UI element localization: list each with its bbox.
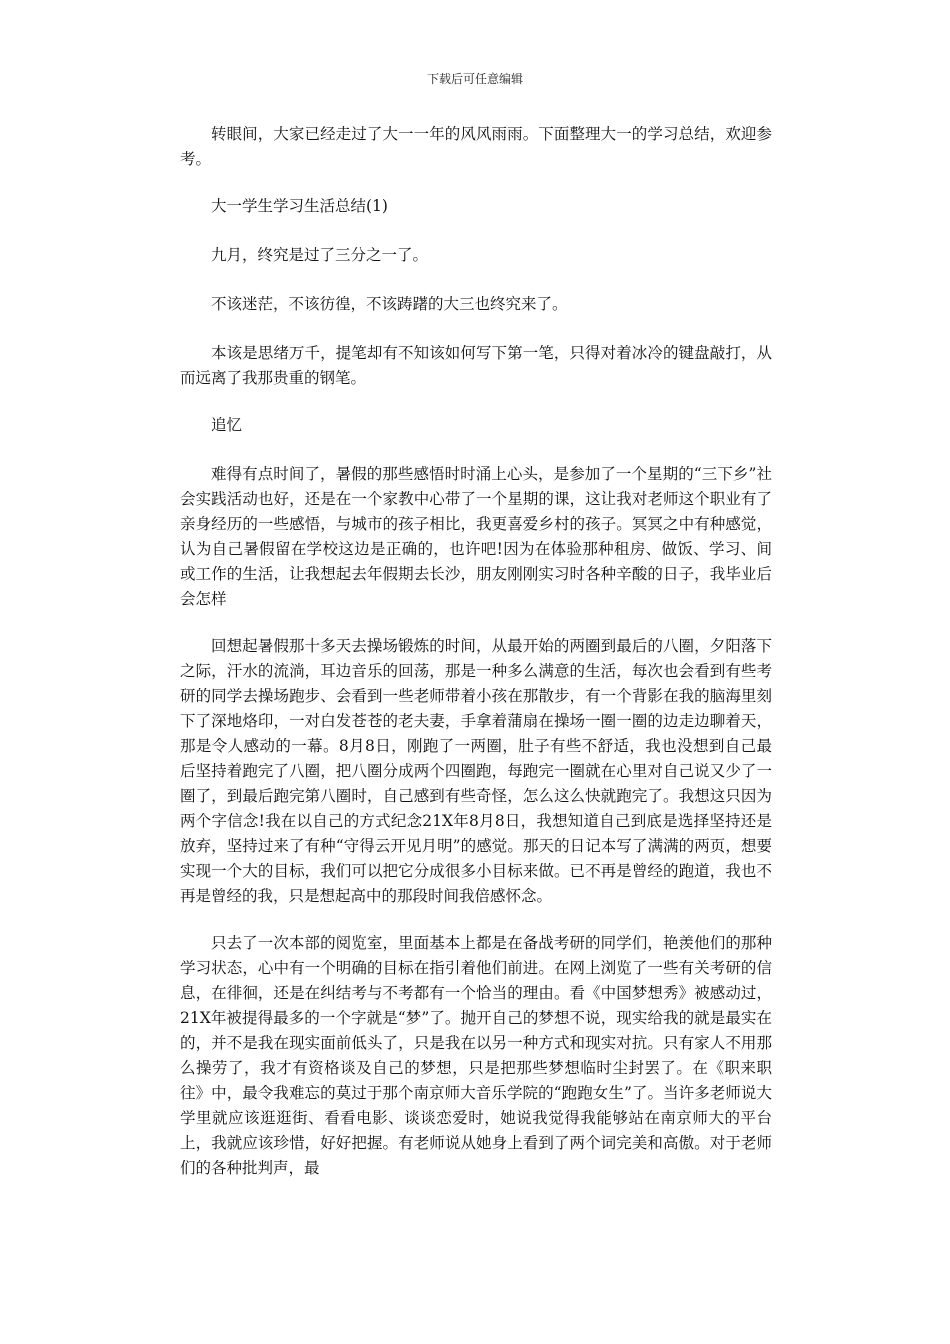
body-paragraph: 只去了一次本部的阅览室，里面基本上都是在备战考研的同学们，艳羡他们的那种学习状态，心中有一个明确的目标在指引着他们前进。在网上浏览了一些有关考研的信息，在徘徊，还是在纠结考与不考都有一个恰当的理由。看《中国梦想秀》被感动过，21X年被提得最多的一个字就是“梦”了。抛开自己的梦想不说，现实给我的就是最实在的，并不是我在现实面前低头了，只是我在以另一种方式和现实对抗。只有家人不用那么操劳了，我才有资格谈及自己的梦想，只是把那些梦想临时尘封罢了。在《职来职往》中，最令我难忘的莫过于那个南京师大音乐学院的“跑跑女生”了。当许多老师说大学里就应该逛逛街、看看电影、谈谈恋爱时，她说我觉得我能够站在南京师大的平台上，我就应该珍惜，好好把握。有老师说从她身上看到了两个词完美和高傲。对于老师们的各种批判声，最 xyxy=(180,934,772,1177)
intro-paragraph: 转眼间，大家已经走过了大一一年的风风雨雨。下面整理大一的学习总结，欢迎参考。 xyxy=(180,125,772,168)
body-paragraph: 九月，终究是过了三分之一了。 xyxy=(211,246,429,264)
body-paragraph: 回想起暑假那十多天去操场锻炼的时间，从最开始的两圈到最后的八圈，夕阳落下之际，汗水的流淌，耳边音乐的回荡，那是一种多么满意的生活，每次也会看到有些考研的同学去操场跑步、会看到一些老师带着小孩在那散步，有一个背影在我的脑海里刻下了深地烙印，一对白发苍苍的老夫妻，手拿着蒲扇在操场一圈一圈的边走边聊着天，那是令人感动的一幕。8月8日，刚跑了一两圈，肚子有些不舒适，我也没想到自己最后坚持着跑完了八圈，把八圈分成两个四圈跑，每跑完一圈就在心里对自己说又少了一圈了，到最后跑完第八圈时，自己感到有些奇怪，怎么这么快就跑完了。我想这只因为两个字信念!我在以自己的方式纪念21X年8月8日，我想知道自己到底是选择坚持还是放弃，坚持过来了有种“守得云开见月明”的感觉。那天的日记本写了满满的两页，想要实现一个大的目标，我们可以把它分成很多小目标来做。已不再是曾经的跑道，我也不再是曾经的我，只是想起高中的那段时间我倍感怀念。 xyxy=(180,637,772,905)
document-body xyxy=(180,122,772,1203)
section-title: 大一学生学习生活总结(1) xyxy=(211,197,388,215)
subheading: 追忆 xyxy=(211,416,243,434)
download-note: 下载后可任意编辑 xyxy=(426,72,523,86)
body-paragraph: 不该迷茫，不该彷徨，不该踌躇的大三也终究来了。 xyxy=(211,295,568,313)
body-paragraph: 本该是思绪万千，提笔却有不知该如何写下第一笔，只得对着冰冷的键盘敲打，从而远离了我那贵重的钢笔。 xyxy=(180,344,772,387)
body-paragraph: 难得有点时间了，暑假的那些感悟时时涌上心头，是参加了一个星期的“三下乡”社会实践活动也好，还是在一个家教中心带了一个星期的课，这让我对老师这个职业有了亲身经历的一些感悟，与城市的孩子相比，我更喜爱乡村的孩子。冥冥之中有种感觉，认为自己暑假留在学校这边是正确的，也许吧!因为在体验那种租房、做饭、学习、间或工作的生活，让我想起去年假期去长沙，朋友刚刚实习时各种辛酸的日子，我毕业后会怎样 xyxy=(180,465,772,608)
